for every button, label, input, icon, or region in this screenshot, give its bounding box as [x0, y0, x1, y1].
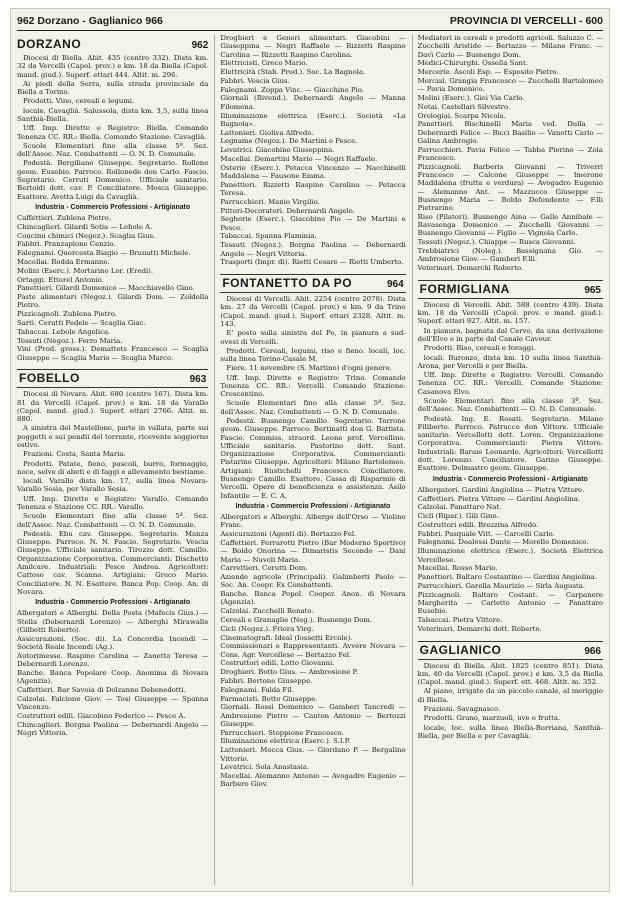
- subsection-heading: Industria - Commercio Professioni - Artigianato: [432, 475, 588, 483]
- list-item: Costruttori edili. Brezzina Alfredo.: [417, 520, 539, 529]
- list-item: Vini (Prod. gross.). Demattets Francesco — Scaglia Giuseppe — Scaglia Mario — Scaglia Marco.: [17, 345, 209, 362]
- intro-paragraph: A sinistra del Mastellone, parte in vallata, parte sui poggetti e sui pendii del torrente, ricevente soggiorno estivo.: [17, 424, 209, 450]
- list-item: Parrucchieri. Manio Virgilio.: [220, 197, 320, 206]
- intro-paragraph: Prodotti. Riso, cereali e foraggi.: [423, 344, 536, 353]
- list-item: Banche. Banca Popolare Coop. Anonima di Novara (Agenzia).: [17, 668, 209, 686]
- list-item: Panettieri. Baltaro Costantino — Gardini Angiolina.: [417, 573, 597, 582]
- list-item: Tabaccai. Spanna Flaminia.: [220, 232, 317, 241]
- section-title: FOBELLO: [19, 371, 80, 386]
- list-item: Giornali. Rossi Domenico — Gamberi Tancredi — Ambrosione Pietro — Canton Antonio — Bertozzi Giuseppe.: [220, 703, 406, 728]
- list-item: Lattonieri. Gioliva Alfredo.: [220, 128, 314, 137]
- intro-paragraph: Uff. Imp. Dirette e Registro: Varallo. Comando Tenenza e Stazione CC. RR.: Varallo.: [17, 494, 209, 511]
- list-item: Pizzicagnoli. Baltaro Costant. — Carpanere Margherita — Carletto Antonio — Panattaro Eusebio.: [417, 590, 603, 616]
- list-item: Panettieri. Bischinelli Maria ved. Dulla — Debernardi Felice — Bicci Basilio — Vanotti Carlo — Galina Ambrogio.: [417, 120, 603, 145]
- intro-paragraph: Diocesi di Novara. Abit. 680 (centro 167). Dista km. 81 da Vercelli (Capol. prov.) e km. 18 da Varallo (Capol. mand. giud.). Superf. ettari 2766. Altit. m. 880.: [17, 390, 209, 424]
- list-item: Caffettieri. Pietra Vittore — Gardini Angiolina.: [417, 494, 581, 503]
- intro-paragraph: E' posto sulla sinistra del Po, in pianura a sud-ovest di Vercelli.: [220, 329, 406, 346]
- section-title: FORMIGLIANA: [419, 281, 510, 296]
- list-item: Tessuti (Negoz.). Borgna Paolina — Debernardi Angelo — Negri Vittoria.: [220, 241, 406, 258]
- section-number: 963: [189, 374, 207, 386]
- list-item: Parrucchieri. Garella Maurizio — Sirla Augusta.: [417, 581, 586, 590]
- list-item: Panettieri. Rizzetti Raspino Carolina — Petacca Teresa.: [220, 180, 406, 198]
- list-item: Falegnami. Dealessi Dante — Morello Domenico.: [417, 538, 589, 547]
- list-item: Aziende agricole (Principali). Galimberti Paolo — Soc. An. Coopr. Ex Combattenti.: [220, 573, 406, 590]
- subsection-heading: Industria - Commercio Professioni - Artigianato: [235, 502, 391, 510]
- section-formigliana: [418, 280, 603, 633]
- intro-paragraph: Uff. Imp. Dirette e Registro: Vercelli. Comando Tenenza CC. RR.: Vercelli. Comando Stazione: Casanova Elvo.: [417, 371, 603, 396]
- column-1: [17, 34, 208, 885]
- list-item: Tessuti (Negoz.). Chiappe — Rusca Giovanni.: [417, 238, 576, 247]
- section-title: DORZANO: [17, 37, 82, 51]
- list-item: Panettieri. Gilardi Domenico — Macchiavello Gino.: [17, 284, 195, 293]
- page-header: [17, 13, 603, 29]
- intro-paragraph: Prodotti. Cereali, legumi, riso e fieno. locali, loc. sulla linea Torino-Casale M.: [220, 346, 406, 364]
- intro-paragraph: locale, loc. sulla linea Biella-Borriana, Santhià-Biella, per Biella e per Cavaglià.: [417, 723, 603, 740]
- intro-paragraph: locali. Buronzo, dista km. 10 sulla linea Santhià-Arona, per Vercelli e per Biella.: [417, 353, 603, 370]
- list-item: Legname (Negoz.). De Martini e Pesce.: [220, 137, 358, 146]
- subsection-heading: Industria - Commercio Professioni - Artigianato: [35, 599, 191, 607]
- list-item: Fabbri. Pasquale Vitt. — Carcelli Carlo.: [417, 529, 555, 538]
- list-item: Cinematografi. Ideal (Iossetti Ercole).: [220, 633, 353, 642]
- list-item: Macellai. Alemanno Antonio — Avogadro Eugenio — Barbero Giov.: [220, 772, 406, 789]
- list-item: Banche. Banca Popol. Cooper. Anon. di Novara (Agenzia).: [220, 590, 406, 607]
- list-item: Farmacisti. Botto Giuseppe.: [220, 694, 318, 703]
- list-item: Falegnami. Falda Fil.: [220, 685, 294, 694]
- list-item: Lattonieri. Mocca Gius. — Giordano P. — Bergalino Vittorio.: [220, 746, 406, 763]
- section-number: 965: [584, 284, 601, 296]
- section-title: FONTANETTO DA PO: [222, 276, 353, 291]
- list-item: Macellai. Rosso Mario.: [417, 564, 498, 573]
- header-right: PROVINCIA DI VERCELLI - 600: [449, 15, 603, 27]
- list-item: Cereali e Granaglie (Neg.). Busnengo Dom.: [220, 616, 373, 624]
- list-item: Sarti. Cerutti Fedele — Scaglia Giac.: [17, 318, 146, 327]
- intro-paragraph: Prodotti. Vino, cereali e legumi.: [23, 97, 135, 106]
- intro-paragraph: Diocesi di Biella. Abit. 435 (centro 332). Dista km. 32 da Vercelli (Capol. prov.) e km. 18 da Biella (Capol. mand. giud.). Superf. ettari 444. Altit. m. 296.: [17, 54, 209, 79]
- intro-paragraph: In pianura, bagnata dal Cervo, da una derivazione dell'Elvo e in parte dal Canale Cavour.: [417, 326, 603, 343]
- list-item: Calzolai. Zucchelli Renato.: [220, 607, 314, 616]
- list-item: Elettricità (Stab. Prod.). Soc. La Bagnola.: [220, 68, 366, 77]
- section-heading: [418, 641, 603, 660]
- list-item: Pizzicagnoli. Barberis Giovanni — Triverri Francesco — Calcone Giuseppe — Imerone Maddalena (frutta e verdura) — Avogadro Eugenio — Alemanno Ant. — Mazzucco Giuseppe — Busnengo Maria — Boldo Defendente — F.lli Pietrarino.: [417, 162, 603, 213]
- section-dorzano: [17, 37, 208, 362]
- section-fontanetto-da-po: [220, 274, 405, 789]
- list-item: Medici-Chirurghi. Ossella Sant.: [417, 59, 528, 68]
- list-item: Falegnami. Quercesta Biagio — Brunatti Michele.: [17, 249, 191, 258]
- column-3: [412, 34, 603, 885]
- intro-paragraph: Scuole Elementari fino alla classe 5ª. Sez. dell'Assoc. Naz. Combattenti — O. N. D. Comunale.: [17, 141, 209, 159]
- list-item: Droghieri. Botto Gius. — Ambrosione P.: [220, 668, 358, 677]
- list-item: Tessuti (Negoz.). Ferro Maria.: [17, 336, 123, 345]
- intro-paragraph: Podestà. Ebu cav. Giuseppe. Segretario. Manza Giuseppe. Parroco. N. N. Fascio. Segretario. Vescia Giuseppe. Ufficiale sanitario. Tirozzo dott. Camillo. Organizzazione Corporativa. Commercianti: Dischetto Amilcare. Industriali: Pesce Andrea. Agricoltori: Cattoso cav. Scanno. Artigiani: Greco Mario. Conciliatore. N. N. Esattore. Banca Pop. Coop. An. di Novara.: [17, 529, 209, 596]
- list-item: Assicurazioni. (Soc. di). La Concordia Incendi — Società Reale Incendi (Ag.).: [17, 634, 209, 651]
- list-item: Tabaccai. Pietra Vittore.: [417, 616, 503, 624]
- intro-paragraph: Scuole Elementari fino alla classe 3ª. Sez. dell'Assoc. Naz. Combattenti — O. N. D. Comunale.: [417, 396, 603, 414]
- intro-paragraph: Scuole Elementari fino alla classe 5ª. Sez. dell'Assoc. Naz. Combattenti — O. N. D. Comunale.: [220, 399, 406, 416]
- list-item: Assicurazioni (Agenti di). Bertazzo Fel.: [220, 530, 357, 539]
- list-item: Trebbiatrici (Noleg.). Bassignana Gio. — Ambrosione Giov. — Gamberi F.lli.: [417, 247, 603, 264]
- intro-paragraph: Frazioni. Costa, Santa Maria.: [23, 450, 126, 459]
- list-item: Parrucchieri. Stoppione Francesco.: [220, 728, 344, 737]
- intro-paragraph: Frazioni. Savagnasco.: [423, 704, 501, 713]
- section-fobello: [17, 369, 208, 737]
- intro-paragraph: Podestà. Busnengo Camillo. Segretario. Terrone geom. Giuseppe. Parroco. Bertinatti don G. Battista. Fascio. Commiss. straord. Leone prof. Vercellino. Ufficiale sanitario. Pastorino dott. Sant. Organizzazione Corporativa. Commercianti: Pistarino Giuseppe. Agricoltori: Milano Bartolomeo. Artigiani: Rustichelli Francesco. Conciliatore. Busnengo Camillo. Esattore. Cassa di Risparmio di Vercelli. Opere di beneficienza e assistenza. Asilo Infantile — E. C. A.: [220, 417, 406, 500]
- intro-paragraph: Fiere. 11 novembre (S. Martino) d'ogni genere.: [226, 364, 392, 373]
- column-2: [214, 34, 405, 885]
- intro-paragraph: Prodotti. Patate, fieno, pascoli, burro, formaggio, noce, selve di abeti e di faggi e allevamento bestiame.: [17, 459, 209, 476]
- list-item: Caffettieri. Zublena Pietro.: [17, 214, 111, 223]
- intro-paragraph: Podestà. Ing. E. Rosati. Segretario. Milano Filiberto. Parroco. Patrucco don Vittore. Ufficiale sanitario. Vercellotti dott. Loren. Organizzazione Corporativa. Commercianti: Pietra Vittore. Industriali: Baraie Leonardo. Agricoltori: Vercellotti dott. Lorenzo. Conciliatore. Garino Giuseppe. Esattore. Delmastro geom. Giuseppe.: [417, 414, 603, 473]
- list-item: Albergatori e Alberghi. Albergo dell'Orso — Violino Franc.: [220, 513, 406, 530]
- list-item: Osterie (Eserc.). Petacca Vincenzo — Nacchinelli Maddalena — Fausone Emma.: [220, 163, 406, 180]
- columns: [17, 34, 603, 885]
- section-heading: [17, 37, 208, 52]
- list-item: Elettricisti. Greco Mario.: [220, 59, 308, 68]
- list-item: Pittori-Decoratori. Debernardi Angelo.: [220, 206, 355, 215]
- list-item: Commissionari e Rappresentanti. Avvere Novara — Cons. Agr. Vercellese — Bertazzo Fel.: [220, 642, 406, 659]
- intro-paragraph: Diocesi di Vercelli. Abit. 588 (centro 439). Dista km. 18 da Vercelli (Capol. prov. e mand. giud.). Superf. ettari 927. Altit. m. 157.: [417, 300, 603, 326]
- list-item: Orologiai. Scarpa Nicola.: [417, 111, 506, 120]
- section-heading: [220, 274, 405, 293]
- header-left: 962 Dorzano - Gaglianico 966: [17, 15, 163, 27]
- list-item: Cicli (Ripar.). Gili Gino.: [417, 512, 499, 521]
- list-item: Parrucchieri. Pavia Felice — Tabba Pierino — Zola Francesco.: [417, 145, 603, 162]
- intro-paragraph: Prodotti. Grano, marzuoli, uve e frutta.: [423, 714, 561, 723]
- list-item: Calzolai. Falcione Giov. — Tosi Giuseppe — Spanna Vincenzo.: [17, 694, 209, 711]
- list-item: Tabaccai. Lebole Angelica.: [17, 327, 111, 336]
- list-item: Riso (Pilatori). Busnengo Aina — Galle Annibale — Ravasenga Domenico — Zucchelli Giovanni — Busnengo Giovanni — Figlio — Vignola Carlo.: [417, 212, 603, 238]
- list-item: Levatrici. Sola Anastasia.: [220, 763, 310, 772]
- list-item: Fabbri. Bertone Giuseppe.: [220, 676, 313, 685]
- intro-paragraph: locale. Cavaglià. Salussola, dista km. 3,5, sulla linea Santhià-Biella.: [17, 106, 209, 123]
- intro-paragraph: Al piano, irrigato da un piccolo canale, al meriggio di Biella.: [417, 687, 603, 704]
- list-item: Macellai. Demartini Mario — Negri Raffaele.: [220, 154, 378, 163]
- list-item: Notai. Castellari Silvestro.: [417, 102, 511, 111]
- list-item: Pizzicagnoli. Zublena Pietro.: [17, 310, 117, 319]
- intro-paragraph: Diocesi di Vercelli. Abit. 2254 (centro 2078). Dista km. 27 da Vercelli (Capol. prov.) e km. 9 da Trino (Capol. mand. giud.). Superf. ettari 2328. Altit. m. 143.: [220, 295, 406, 328]
- list-item: Concimi chimici (Negoz.). Scaglia Gius.: [17, 231, 156, 240]
- list-item: Illuminazione elettrica (Eserc.). Società Elettrica Vercellese.: [417, 547, 603, 564]
- list-item: Fabbri. Pranzaplone Cenzio.: [17, 240, 116, 249]
- intro-paragraph: Ai piedi della Serra, sulla strada provinciale da Biella a Torino.: [17, 79, 209, 97]
- list-item: Trasporti (Impr. di). Rietti Cesare — Rietti Umberto.: [220, 258, 404, 267]
- intro-paragraph: Uff. Imp. Dirette e Registro: Biella. Comando Tenenza CC. RR.: Biella. Comando Stazione: Cavaglià.: [17, 124, 209, 141]
- intro-paragraph: Uff. Imp. Dirette e Registro: Trino. Comando Tenenza CC. RR.: Vercelli. Comando Stazione: Crescentino.: [220, 373, 406, 399]
- subsection-heading: Industria - Commercio Professioni - Artigianato: [35, 203, 191, 211]
- list-item: Macellai. Rodda Ermanno.: [17, 257, 110, 266]
- list-item: Costruttori edili. Giacobino Federico — Pesce A.: [17, 711, 186, 720]
- list-item: Autorimesse. Raspino Carolina — Zanetta Teresa — Debernardi Lorenzo.: [17, 651, 209, 669]
- list-item: Mediatori in cereali e prodotti agricoli. Saluzzo C. — Zucchelli Aristide — Bertazzo — Milano Franc. — Davì Carlo — Busnengo Dom.: [417, 34, 603, 59]
- list-item: Albergatori e Alberghi. Della Posta (Mafecis Gius.) — Stella (Debernardi Lorenzo) — Alberghi Mirawalle (Gilbetti Roberto).: [17, 609, 209, 634]
- list-item: Chincaglieri. Gilardi Sotia — Lebole A.: [17, 222, 153, 231]
- list-item: Costruttori edili. Lotto Giovanni.: [220, 659, 335, 668]
- section-number: 964: [386, 279, 404, 291]
- section-gaglianico: [418, 641, 603, 741]
- section-number: 962: [191, 40, 209, 51]
- list-item: Illuminazione elettrica (Eserc.). Società «La Bagnola».: [220, 111, 406, 128]
- list-item: Falegnami. Zoppa Vinc. — Giacchino Pio.: [220, 85, 364, 94]
- section-heading: [17, 369, 208, 388]
- list-item: Mercial. Grangia Francesco — Zucchelli Bartolomeo — Pavia Domenico.: [417, 76, 603, 94]
- intro-paragraph: locali. Varallo dista km. 17, sulla linea Novara-Varallo Sesia, per Varallo Sesia.: [17, 477, 209, 494]
- list-item: Veterinari. Demarchi dott. Roberto.: [417, 624, 542, 633]
- intro-paragraph: Podestà. Bergiliano Giuseppe. Segretario. Rollone geom. Eusebio. Parroco. Rollonede don Carlo. Fascio. Segretario. Cerruti Domenico. Ufficiale sanitario. Bertoldi dott. cav. P. Conciliatore. Mosca Giuseppe. Esattore. Avetta Luigi da Cavaglià.: [17, 159, 209, 201]
- list-item: Cicli (Negoz.). Friora Virg.: [220, 624, 314, 633]
- list-item: Calzolai. Panattaro Nat.: [417, 503, 502, 512]
- list-item: Segherie (Eserc.). Giacobino Pio — De Martini e Pesce.: [220, 215, 406, 232]
- list-item: Chincaglieri. Borgna Paolina — Debernardi Angelo — Negri Vittoria.: [17, 720, 209, 737]
- list-item: Ortaggi. Ettorel Antonio.: [17, 275, 104, 284]
- section-heading: [418, 280, 603, 299]
- list-item: Levatrici. Giacobino Giuseppina.: [220, 146, 335, 155]
- list-item: Giornali (Rivend.). Debernardi Angelo — Manna Filomena.: [220, 94, 406, 111]
- intro-paragraph: Scuole Elementari fino alla classe 5ª. Sez. dell'Assoc. Naz. Combattenti — O. N. D. Comunale.: [17, 512, 209, 529]
- list-item: Caffettieri. Ferrarotti Pietro (Bar Moderno Sportivo) — Boldo Onorina — Dimaristis Secondo — Dani Maria — Nuvoli Maria.: [220, 538, 406, 564]
- header-rule: [17, 30, 603, 31]
- list-item: Fabbri. Vescia Gius.: [220, 76, 290, 85]
- section-number: 966: [584, 645, 601, 657]
- list-item: Illuminazione elettrica (Eserc.). S.I.P.: [220, 737, 351, 746]
- list-item: Paste alimentari (Negoz.). Gilardi Dom. — Zoldella Pietro.: [17, 293, 209, 310]
- intro-paragraph: Diocesi di Biella. Abit. 1825 (centro 851). Dista km. 40 da Vercelli (Capol. prov.) e km. 3,5 da Biella (Capol. mand. giud.). Superf. ett. 468. Altit. m. 352.: [417, 661, 603, 687]
- list-item: Veterinari. Demarchi Roberto.: [417, 264, 524, 273]
- list-item: Mercerie. Ascoli Esp. — Esposito Pietro.: [417, 68, 559, 77]
- list-item: Albergatori. Gardini Angiolina — Pietra Vittore.: [417, 485, 585, 494]
- list-item: Carrettieri. Cerutti Dom.: [220, 564, 308, 573]
- list-item: Droghieri e Generi alimentari. Giacobini — Giuseppina — Negri Raffaele — Rizzetti Raspino Carolina — Rizzetti Raspino Carolina.: [220, 34, 406, 59]
- list-item: Molini (Eserc.). Mortarino Lor. (Eredi).: [17, 266, 154, 275]
- book-page: [10, 8, 610, 892]
- list-item: Caffettieri. Bar Savoia di Dolzanno Debenedetti.: [17, 685, 186, 694]
- list-item: Molini (Eserc.). Gioi Via Carlo.: [417, 93, 525, 102]
- section-title: GAGLIANICO: [419, 642, 502, 657]
